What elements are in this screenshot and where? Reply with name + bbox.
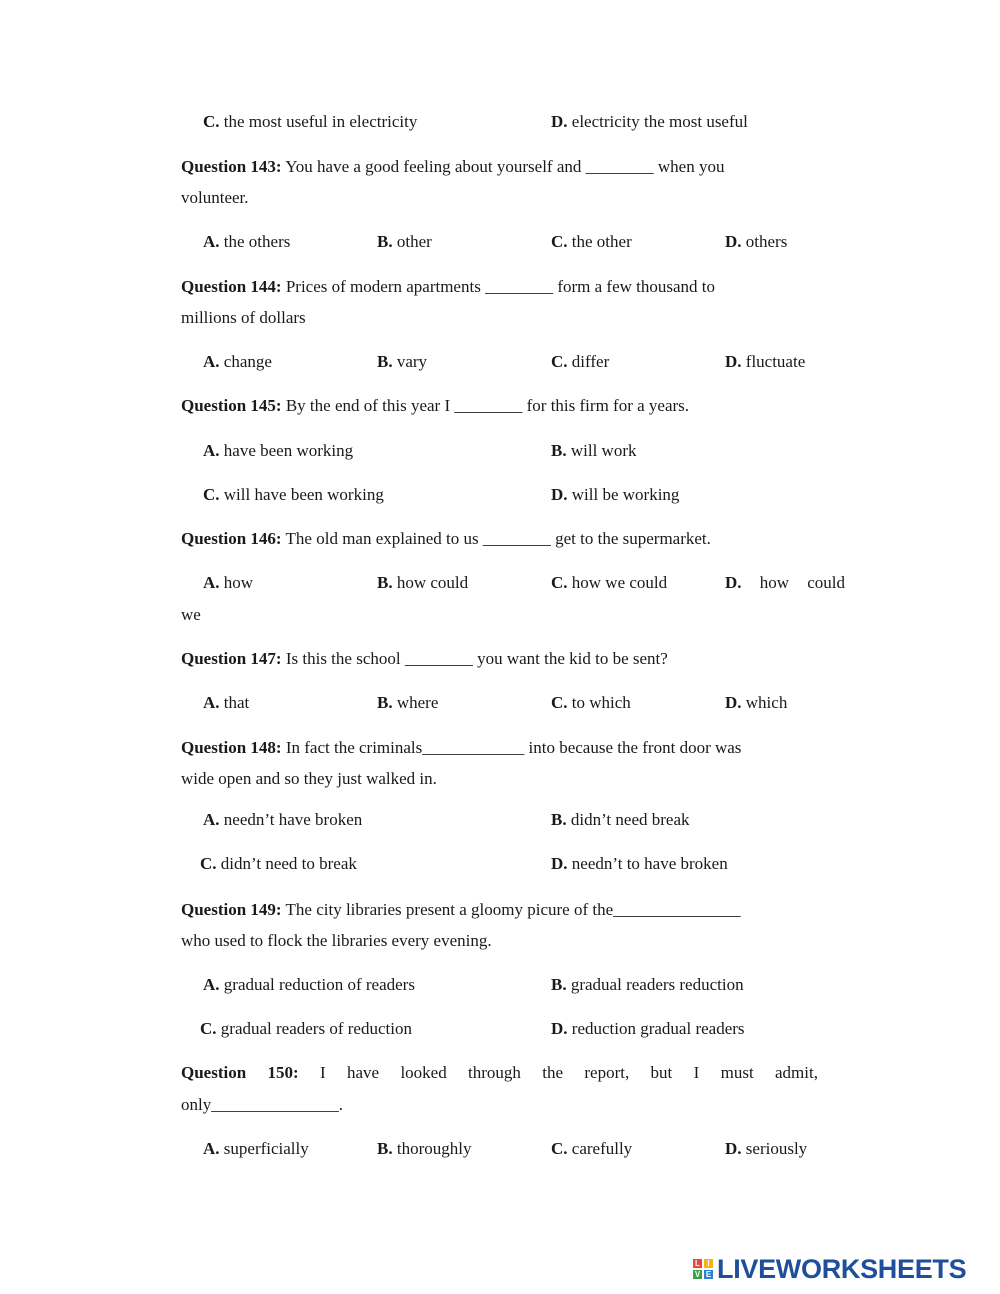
option-d: D. which — [725, 693, 788, 712]
option-a: A. the others — [203, 232, 291, 251]
question-150-line2: only_______________. — [181, 1095, 343, 1114]
question-145: Question 145: By the end of this year I ________ for this firm for a years. — [181, 396, 690, 415]
option-d: D. electricity the most useful — [551, 112, 748, 131]
option-b: B. will work — [551, 441, 637, 460]
option-a: A. needn’t have broken — [203, 810, 363, 829]
question-148: Question 148: In fact the criminals____________ into because the front door was — [181, 738, 742, 757]
option-c: C. how we could — [551, 573, 668, 592]
option-b: B. other — [377, 232, 432, 251]
option-a: A. change — [203, 352, 272, 371]
option-a: A. gradual reduction of readers — [203, 975, 415, 994]
logo-mark-icon — [693, 1259, 713, 1279]
option-c: C. to which — [551, 693, 631, 712]
question-148-line2: wide open and so they just walked in. — [181, 769, 437, 788]
option-d: D. needn’t to have broken — [551, 854, 728, 873]
logo-text: LIVEWORKSHEETS — [717, 1254, 967, 1284]
option-d: D. will be working — [551, 485, 680, 504]
question-144: Question 144: Prices of modern apartments ________ form a few thousand to — [181, 277, 715, 296]
option-a: A. have been working — [203, 441, 354, 460]
option-a: A. superficially — [203, 1139, 309, 1158]
option-c: C. carefully — [551, 1139, 633, 1158]
logo-cell: E — [705, 1270, 712, 1279]
option-d: D. seriously — [725, 1139, 808, 1158]
option-d-wrap: we — [181, 605, 201, 624]
liveworksheets-logo[interactable] — [693, 1254, 966, 1284]
option-c: C. the most useful in electricity — [203, 112, 418, 131]
option-a: A. how — [203, 573, 254, 592]
option-b: B. thoroughly — [377, 1139, 472, 1158]
option-b: B. where — [377, 693, 439, 712]
option-d: D. others — [725, 232, 788, 251]
logo-cell: I — [704, 1259, 713, 1268]
question-144-line2: millions of dollars — [181, 308, 306, 327]
option-c: C. gradual readers of reduction — [200, 1019, 412, 1038]
option-b: B. vary — [377, 352, 428, 371]
question-149: Question 149: The city libraries present a gloomy picure of the_______________ — [181, 900, 741, 919]
question-149-line2: who used to flock the libraries every evening. — [181, 931, 492, 950]
option-c: C. the other — [551, 232, 632, 251]
option-c: C. didn’t need to break — [200, 854, 357, 873]
option-d: D. reduction gradual readers — [551, 1019, 745, 1038]
question-143: Question 143: You have a good feeling about yourself and ________ when you — [181, 157, 725, 176]
option-a: A. that — [203, 693, 250, 712]
logo-cell: L — [693, 1259, 702, 1268]
option-b: B. how could — [377, 573, 469, 592]
option-b: B. didn’t need break — [551, 810, 690, 829]
logo-cell: V — [694, 1270, 701, 1279]
option-c: C. will have been working — [203, 485, 384, 504]
option-d: D. fluctuate — [725, 352, 806, 371]
option-c: C. differ — [551, 352, 610, 371]
question-150: Question 150: I have looked through the report, but I must admit, — [181, 1063, 818, 1082]
question-146: Question 146: The old man explained to us ________ get to the supermarket. — [181, 529, 711, 548]
option-b: B. gradual readers reduction — [551, 975, 744, 994]
question-143-line2: volunteer. — [181, 188, 249, 207]
question-147: Question 147: Is this the school ________ you want the kid to be sent? — [181, 649, 668, 668]
option-d: D. how could — [725, 573, 845, 592]
